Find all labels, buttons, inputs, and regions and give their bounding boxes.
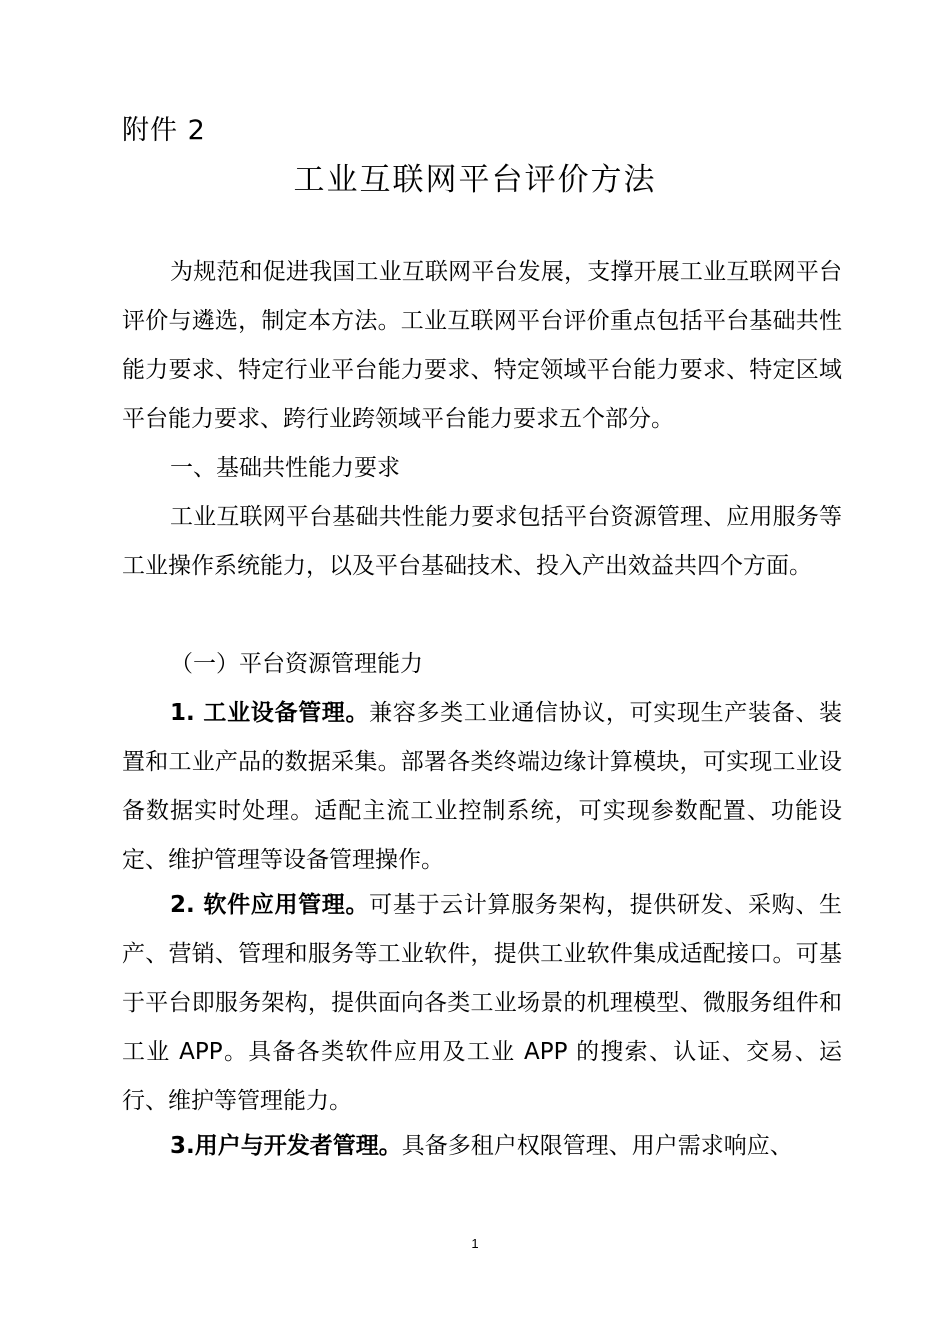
attachment-label: 附件 2 bbox=[122, 115, 206, 146]
section-body-1: 工业互联网平台基础共性能力要求包括平台资源管理、应用服务等工业操作系统能力，以及平台基础技术、投入产出效益共四个方面。 bbox=[122, 504, 842, 579]
document-title: 工业互联网平台评价方法 bbox=[293, 162, 657, 198]
item-software-management bbox=[122, 881, 842, 1126]
page-number: 1 bbox=[471, 1236, 479, 1251]
subsection-heading-1: （一）平台资源管理能力 bbox=[170, 651, 423, 677]
item-lead: 1. 工业设备管理。 bbox=[170, 700, 370, 726]
item-lead: 2. 软件应用管理。 bbox=[170, 892, 370, 918]
item-user-developer-management bbox=[122, 1122, 842, 1171]
intro-paragraph: 为规范和促进我国工业互联网平台发展，支撑开展工业互联网平台评价与遴选，制定本方法。工业互联网平台评价重点包括平台基础共性能力要求、特定行业平台能力要求、特定领域平台能力要求、特定区域平台能力要求、跨行业跨领域平台能力要求五个部分。 bbox=[122, 259, 842, 432]
item-text: 具备多租户权限管理、用户需求响应、 bbox=[401, 1133, 793, 1159]
item-text: 兼容多类工业通信协议，可实现生产装备、装置和工业产品的数据采集。部署各类终端边缘计算模块，可实现工业设备数据实时处理。适配主流工业控制系统，可实现参数配置、功能设定、维护管理等设备管理操作。 bbox=[122, 700, 842, 873]
item-text: 可基于云计算服务架构，提供研发、采购、生产、营销、管理和服务等工业软件，提供工业软件集成适配接口。可基于平台即服务架构，提供面向各类工业场景的机理模型、微服务组件和工业 APP。具备各类软件应用及工业 APP 的搜索、认证、交易、运行、维护等管理能力。 bbox=[122, 892, 842, 1114]
item-lead: 3.用户与开发者管理。 bbox=[170, 1133, 402, 1159]
item-equipment-management bbox=[122, 689, 842, 885]
section-heading-1: 一、基础共性能力要求 bbox=[170, 455, 400, 481]
